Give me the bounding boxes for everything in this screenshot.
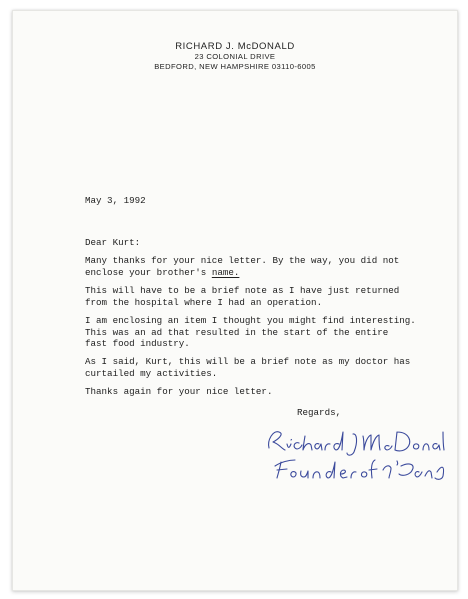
letter-sheet [12, 10, 458, 591]
paragraph-4-line-2: curtailed my activities. [85, 367, 218, 379]
signature-drawing [261, 426, 451, 484]
underlined-word: name. [211, 266, 240, 278]
letterhead [13, 41, 457, 72]
paragraph-5-line-1: Thanks again for your nice letter. [85, 386, 273, 397]
paragraph-3-line-3: fast food industry. [85, 338, 190, 350]
salutation: Dear Kurt: [85, 237, 141, 248]
paragraph-2-line-1: This will have to be a brief note as I have just returned [85, 285, 400, 296]
paragraph-1-line-2-text: enclose your brother's [85, 266, 212, 278]
paragraph-1-line-1: Many thanks for your nice letter. By the way, you did not [85, 255, 400, 266]
paragraph-2-line-2: from the hospital where I had an operation. [85, 296, 323, 308]
paragraph-3-line-1: I am enclosing an item I thought you might find interesting. [85, 315, 416, 326]
letterhead-city: BEDFORD, NEW HAMPSHIRE 03110-6005 [154, 62, 316, 71]
handwritten-signature [261, 426, 451, 484]
paragraph-3-line-2: This was an ad that resulted in the start of the entire [85, 326, 389, 338]
paragraph-1-line-2 [85, 267, 239, 279]
letterhead-name: RICHARD J. McDONALD [175, 41, 295, 52]
paragraph-4-line-1: As I said, Kurt, this will be a brief note as my doctor has [85, 356, 411, 367]
letter-date: May 3, 1992 [85, 195, 146, 206]
closing: Regards, [297, 407, 342, 418]
letterhead-street: 23 COLONIAL DRIVE [194, 52, 276, 61]
